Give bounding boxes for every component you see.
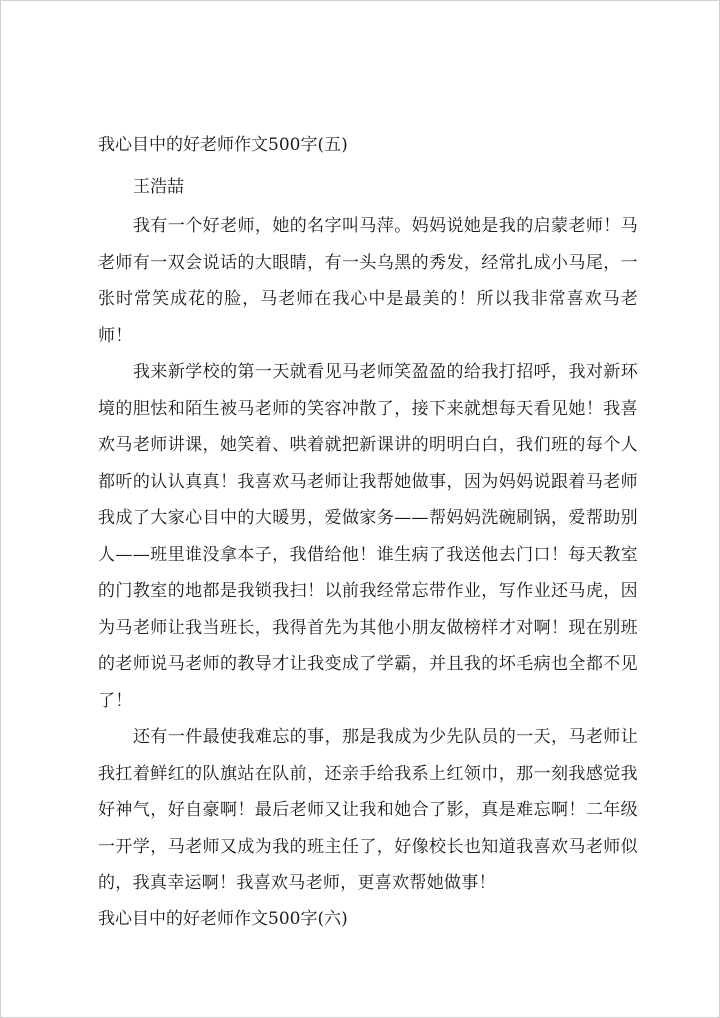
essay-title-6: 我心目中的好老师作文500字(六) <box>98 908 348 929</box>
author-name: 王浩喆 <box>133 177 184 197</box>
document-body <box>98 130 638 934</box>
paragraph-2: 我来新学校的第一天就看见马老师笑盈盈的给我打招呼，我对新环境的胆怯和陌生被马老师的笑容冲散了，接下来就想每天看见她！我喜欢马老师讲课，她笑着、哄着就把新课讲的明明白白，我们班的每个人都听的认认真真！我喜欢马老师让我帮她做事，因为妈妈说跟着马老师我成了大家心目中的大暖男，爱做家务——帮妈妈洗碗刷锅，爱帮助别人——班里谁没拿本子，我借给他！谁生病了我送他去门口！每天教室的门教室的地都是我锁我扫！以前我经常忘带作业，写作业还马虎，因为马老师让我当班长，我得首先为其他小朋友做榜样才对啊！现在别班的老师说马老师的教导才让我变成了学霸，并且我的坏毛病也全都不见了！ <box>98 362 638 711</box>
essay-title-5: 我心目中的好老师作文500字(五) <box>98 135 348 155</box>
paragraph-1: 我有一个好老师，她的名字叫马萍。妈妈说她是我的启蒙老师！马老师有一双会说话的大眼睛，有一头乌黑的秀发，经常扎成小马尾，一张时常笑成花的脸，马老师在我心中是最美的！所以我非常喜欢马老师！ <box>98 216 638 346</box>
paragraph-3: 还有一件最使我难忘的事，那是我成为少先队员的一天，马老师让我扛着鲜红的队旗站在队前，还亲手给我系上红领巾，那一刻我感觉我好神气，好自豪啊！最后老师又让我和她合了影，真是难忘啊！二年级一开学，马老师又成为我的班主任了，好像校长也知道我喜欢马老师似的，我真幸运啊！我喜欢马老师，更喜欢帮她做事！ <box>98 727 638 893</box>
